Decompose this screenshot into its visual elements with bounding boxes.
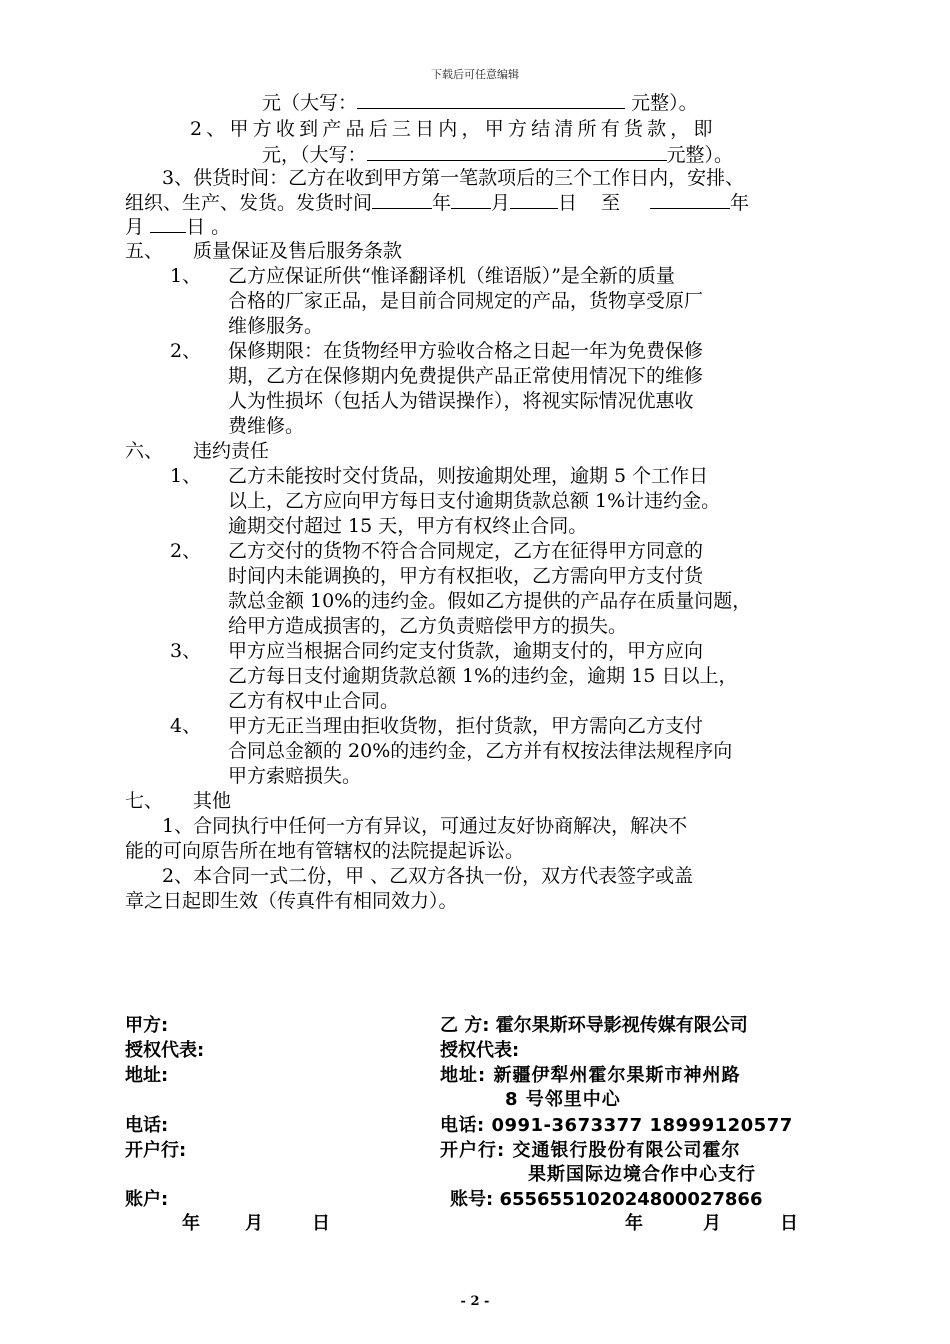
clause-line: 逾期交付超过 15 天，甲方有权终止合同。	[228, 515, 588, 537]
clause-line: 2、本合同一式二份，甲 、乙双方各执一份，双方代表签字或盖	[162, 865, 694, 887]
blank-underline	[650, 190, 730, 209]
delivery-text: 日	[558, 192, 578, 214]
item-number: 1、	[170, 465, 202, 487]
clause-line: 期，乙方在保修期内免费提供产品正常使用情况下的维修	[228, 365, 704, 387]
clause-line: 乙方有权中止合同。	[228, 690, 400, 712]
delivery-text: 至	[601, 192, 621, 214]
item-number: 2、	[170, 540, 202, 562]
payment-line-3	[262, 142, 733, 167]
clause-line: 甲方应当根据合同约定支付货款，逾期支付的，甲方应向	[228, 640, 704, 662]
clause-line: 合格的厂家正品，是目前合同规定的产品，货物享受原厂	[228, 290, 704, 312]
clause-line: 乙方交付的货物不符合合同规定，乙方在征得甲方同意的	[228, 540, 704, 562]
item-number: 1、	[170, 265, 202, 287]
party-b-bank: 开户行: 交通银行股份有限公司霍尔	[440, 1140, 741, 1161]
clause-line: 乙方应保证所供“惟译翻译机（维语版）”是全新的质量	[228, 265, 675, 287]
blank-underline	[150, 214, 186, 233]
payment-text: 元，（大写：	[262, 144, 367, 166]
clause-line: 保修期限：在货物经甲方验收合格之日起一年为免费保修	[228, 340, 704, 362]
blank-underline	[510, 190, 558, 209]
clause-line: 乙方未能按时交付货品，则按逾期处理，逾期 5 个工作日	[228, 465, 709, 487]
delivery-text: 组织、生产、发货。发货时间	[125, 192, 373, 214]
party-b-phone: 电话: 0991-3673377 18999120577	[440, 1115, 793, 1136]
blank-underline	[357, 90, 625, 109]
party-a-account: 账户:	[125, 1189, 169, 1210]
payment-text: 元（大写：	[262, 92, 358, 114]
payment-text: 元整）。	[666, 144, 734, 166]
delivery-text: 年	[432, 192, 452, 214]
clause-line: 给甲方造成损害的，乙方负责赔偿甲方的损失。	[228, 615, 628, 637]
page-number: - 2 -	[460, 1294, 490, 1309]
party-a-address: 地址:	[125, 1065, 169, 1086]
blank-underline	[367, 142, 667, 161]
clause-line: 甲方无正当理由拒收货物，拒付货款，甲方需向乙方支付	[228, 715, 704, 737]
party-b-bank-cont: 果斯国际边境合作中心支行	[528, 1164, 756, 1185]
clause-line: 人为性损坏（包括人为错误操作），将视实际情况优惠收	[228, 390, 694, 412]
section-title: 违约责任	[193, 440, 270, 462]
section-5-heading	[125, 239, 402, 263]
clause-line: 费维修。	[228, 415, 305, 437]
party-b-date-day: 日	[780, 1213, 798, 1234]
header-note: 下载后可任意编辑	[431, 68, 519, 81]
section-title: 其他	[193, 790, 232, 812]
party-a-date-year: 年	[182, 1213, 200, 1234]
clause-line: 维修服务。	[228, 315, 324, 337]
clause-line: 合同总金额的 20%的违约金，乙方并有权按法律法规程序向	[228, 740, 733, 762]
party-a-phone: 电话:	[125, 1115, 169, 1136]
party-a-label: 甲方:	[125, 1015, 169, 1036]
item-number: 3、	[170, 640, 202, 662]
delivery-line-1: 3、供货时间：乙方在收到甲方第一笔款项后的三个工作日内，安排、	[162, 167, 745, 189]
clause-line: 1、合同执行中任何一方有异议，可通过友好协商解决，解决不	[162, 815, 688, 837]
party-b-date-year: 年	[625, 1213, 643, 1234]
section-6-heading	[125, 439, 269, 463]
delivery-text: 。	[211, 216, 231, 238]
delivery-text: 年	[730, 192, 750, 214]
blank-underline	[451, 190, 491, 209]
item-number: 2、	[170, 340, 202, 362]
section-title: 质量保证及售后服务条款	[193, 240, 403, 262]
party-a-date-day: 日	[312, 1213, 330, 1234]
delivery-line-2	[125, 190, 749, 215]
clause-line: 乙方每日支付逾期货款总额 1%的违约金，逾期 15 日以上，	[228, 665, 738, 687]
item-number: 4、	[170, 715, 202, 737]
party-b-address: 地址: 新疆伊犁州霍尔果斯市神州路	[440, 1065, 741, 1086]
clause-line: 能的可向原告所在地有管辖权的法院提起诉讼。	[125, 840, 525, 862]
section-number: 五、	[125, 240, 164, 262]
clause-line: 甲方索赔损失。	[228, 765, 362, 787]
party-a-bank: 开户行:	[125, 1140, 187, 1161]
delivery-line-3	[125, 214, 230, 239]
party-b-rep: 授权代表:	[440, 1040, 520, 1061]
section-7-heading	[125, 789, 231, 813]
delivery-text: 月	[491, 192, 511, 214]
payment-line-1	[262, 90, 698, 115]
section-number: 七、	[125, 790, 164, 812]
payment-line-2: 2、甲方收到产品后三日内，甲方结清所有货款，即	[190, 118, 717, 140]
clause-line: 以上，乙方应向甲方每日支付逾期货款总额 1%计违约金。	[228, 490, 721, 512]
party-a-rep: 授权代表:	[125, 1040, 205, 1061]
clause-line: 章之日起即生效（传真件有相同效力）。	[125, 890, 458, 912]
delivery-text: 月	[125, 216, 145, 238]
payment-text: 元整）。	[631, 92, 698, 114]
party-b-label: 乙 方: 霍尔果斯环导影视传媒有限公司	[440, 1015, 748, 1036]
party-a-date-month: 月	[245, 1213, 263, 1234]
blank-underline	[372, 190, 432, 209]
section-number: 六、	[125, 440, 164, 462]
delivery-text: 日	[186, 216, 206, 238]
party-b-address-cont: 8 号邻里中心	[505, 1089, 621, 1110]
clause-line: 款总金额 10%的违约金。假如乙方提供的产品存在质量问题，	[228, 590, 752, 612]
clause-line: 时间内未能调换的，甲方有权拒收，乙方需向甲方支付货	[228, 565, 704, 587]
party-b-date-month: 月	[703, 1213, 721, 1234]
party-b-account: 账号: 6556551020248000​27866	[450, 1189, 763, 1210]
